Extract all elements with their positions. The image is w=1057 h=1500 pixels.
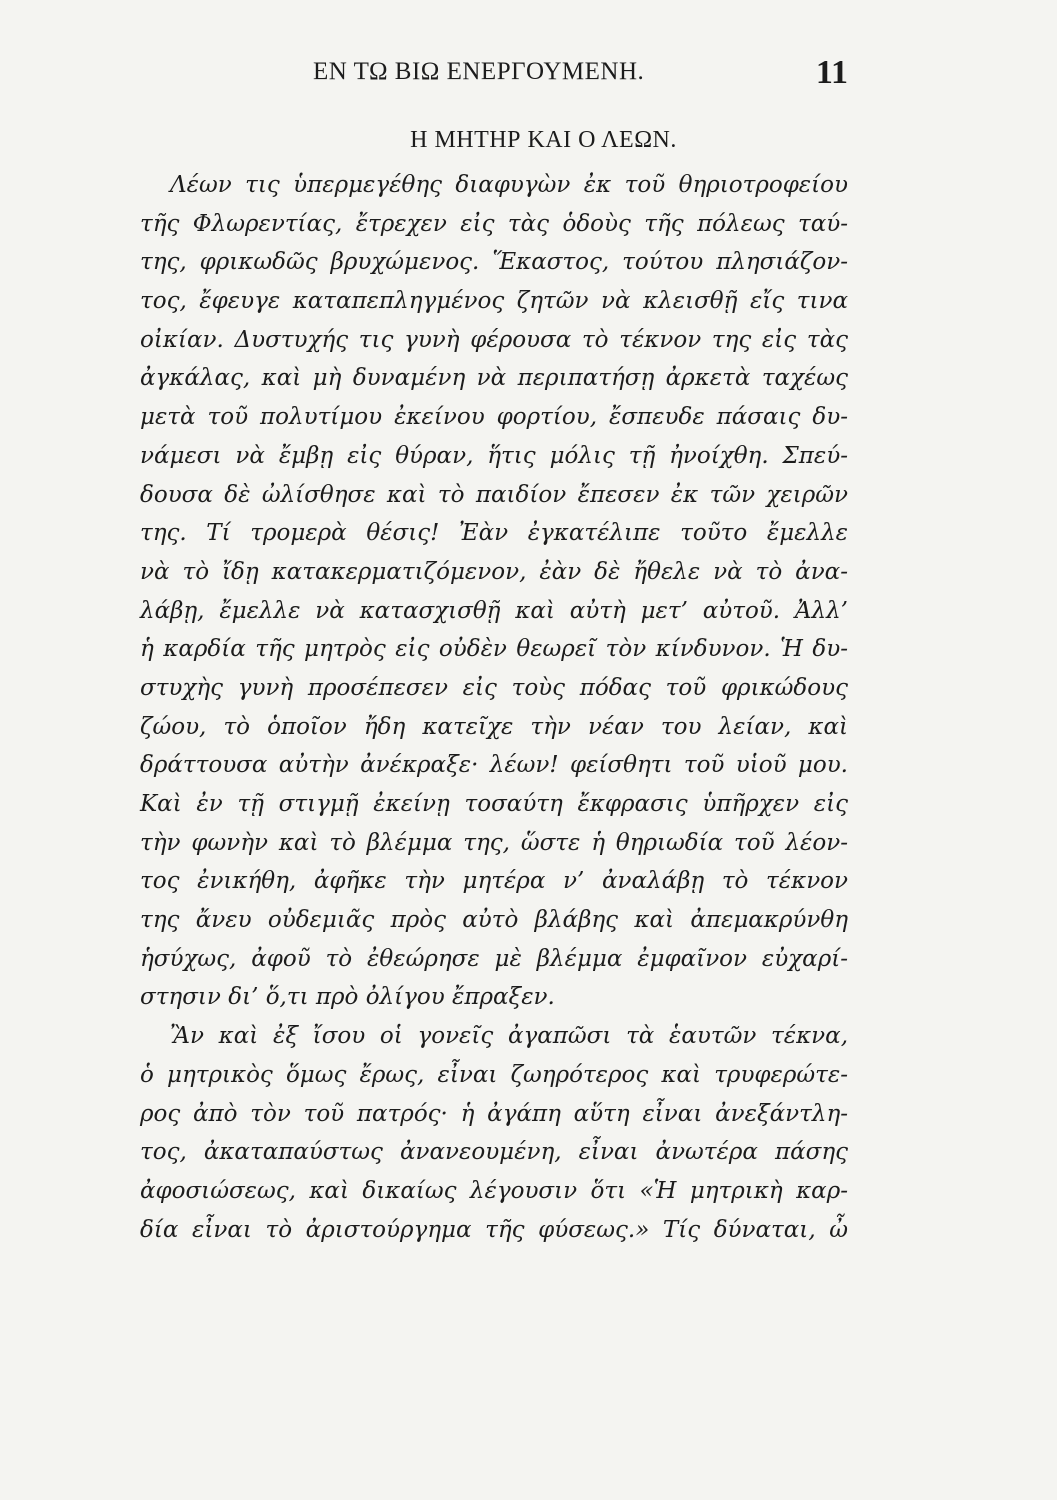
- text-line: λάβῃ, ἔμελλε νὰ κατασχισθῇ καὶ αὐτὴ μετ’ αὐτοῦ. Ἀλλ’: [140, 597, 848, 624]
- text-line: μετὰ τοῦ πολυτίμου ἐκείνου φορτίου, ἔσπευδε πάσαις δυ-: [140, 404, 848, 431]
- text-line: τος ἐνικήθη, ἀφῆκε τὴν μητέρα ν’ ἀναλάβῃ τὸ τέκνον: [140, 868, 848, 895]
- text-line: τος, ἀκαταπαύστως ἀνανεουμένη, εἶναι ἀνωτέρα πάσης: [140, 1139, 848, 1166]
- text-line: ἡ καρδία τῆς μητρὸς εἰς οὐδὲν θεωρεῖ τὸν κίνδυνον. Ἡ δυ-: [140, 636, 848, 663]
- body-text: [140, 166, 848, 1249]
- text-line: της ἄνευ οὐδεμιᾶς πρὸς αὐτὸ βλάβης καὶ ἀπεμακρύνθη: [140, 907, 848, 934]
- text-line: δράττουσα αὐτὴν ἀνέκραξε· λέων! φείσθητι τοῦ υἱοῦ μου.: [140, 752, 848, 779]
- running-head: ΕΝ ΤΩ ΒΙΩ ΕΝΕΡΓΟΥΜΕΝΗ.: [313, 58, 645, 85]
- text-line: ἀγκάλας, καὶ μὴ δυναμένη νὰ περιπατήσῃ ἀρκετὰ ταχέως: [140, 365, 848, 392]
- text-line: Καὶ ἐν τῇ στιγμῇ ἐκείνῃ τοσαύτη ἔκφρασις ὑπῆρχεν εἰς: [140, 791, 848, 817]
- text-line: τῆς Φλωρεντίας, ἔτρεχεν εἰς τὰς ὁδοὺς τῆς πόλεως ταύ-: [140, 210, 848, 237]
- text-line: δία εἶναι τὸ ἀριστούργημα τῆς φύσεως.» Τίς δύναται, ὦ: [140, 1216, 848, 1243]
- text-line: τὴν φωνὴν καὶ τὸ βλέμμα της, ὥστε ἡ θηριωδία τοῦ λέον-: [140, 829, 848, 856]
- text-line: νάμεσι νὰ ἔμβῃ εἰς θύραν, ἥτις μόλις τῇ ἠνοίχθη. Σπεύ-: [140, 442, 848, 469]
- text-line: της. Τί τρομερὰ θέσις! Ἐὰν ἐγκατέλιπε τοῦτο ἔμελλε: [140, 520, 848, 547]
- page-header: [148, 54, 848, 98]
- text-line: ἡσύχως, ἀφοῦ τὸ ἐθεώρησε μὲ βλέμμα ἐμφαῖνον εὐχαρί-: [140, 945, 848, 972]
- section-title: Η ΜΗΤΗΡ ΚΑΙ Ο ΛΕΩΝ.: [410, 127, 677, 153]
- text-line: νὰ τὸ ἴδῃ κατακερματιζόμενον, ἐὰν δὲ ἤθελε νὰ τὸ ἀνα-: [140, 558, 848, 585]
- text-line: Λέων τις ὑπερμεγέθης διαφυγὼν ἐκ τοῦ θηριοτροφείου: [170, 172, 848, 198]
- text-line: δουσα δὲ ὠλίσθησε καὶ τὸ παιδίον ἔπεσεν ἐκ τῶν χειρῶν: [140, 481, 848, 508]
- text-line: οἰκίαν. Δυστυχής τις γυνὴ φέρουσα τὸ τέκνον της εἰς τὰς: [140, 326, 848, 353]
- page-number: 11: [815, 54, 848, 91]
- text-line: Ἂν καὶ ἐξ ἴσου οἱ γονεῖς ἀγαπῶσι τὰ ἑαυτῶν τέκνα,: [170, 1023, 848, 1050]
- text-line: στησιν δι’ ὅ,τι πρὸ ὀλίγου ἔπραξεν.: [140, 984, 555, 1011]
- text-line: ἀφοσιώσεως, καὶ δικαίως λέγουσιν ὅτι «Ἡ μητρικὴ καρ-: [140, 1177, 848, 1204]
- text-line: τος, ἔφευγε καταπεπληγμένος ζητῶν νὰ κλεισθῇ εἴς τινα: [140, 288, 848, 315]
- text-line: στυχὴς γυνὴ προσέπεσεν εἰς τοὺς πόδας τοῦ φρικώδους: [140, 674, 848, 701]
- text-line: ὁ μητρικὸς ὅμως ἔρως, εἶναι ζωηρότερος καὶ τρυφερώτε-: [140, 1061, 848, 1088]
- text-line: της, φρικωδῶς βρυχώμενος. Ἕκαστος, τούτου πλησιάζον-: [140, 249, 848, 276]
- text-line: ρος ἀπὸ τὸν τοῦ πατρός· ἡ ἀγάπη αὕτη εἶναι ἀνεξάντλη-: [140, 1100, 848, 1127]
- text-line: ζώου, τὸ ὁποῖον ἤδη κατεῖχε τὴν νέαν του λείαν, καὶ: [140, 713, 848, 740]
